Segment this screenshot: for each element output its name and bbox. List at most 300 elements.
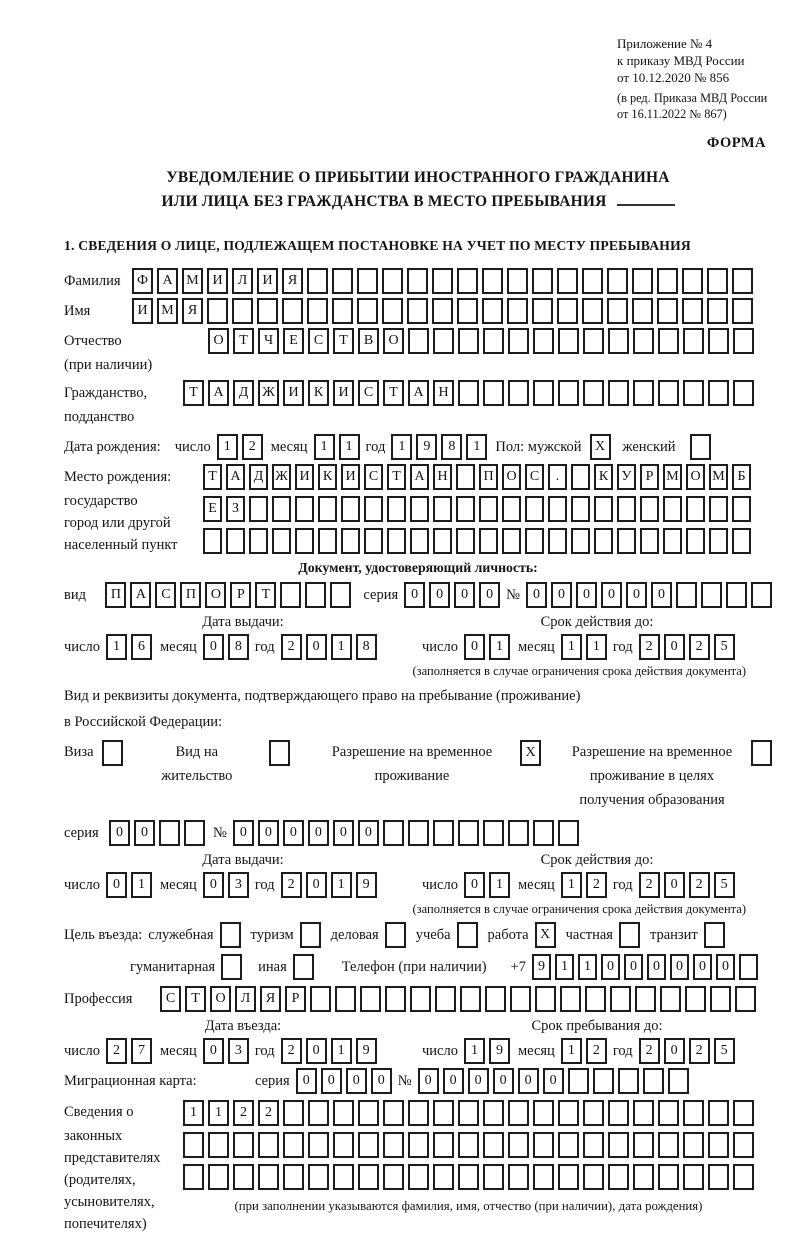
char-box[interactable] <box>408 1164 429 1190</box>
char-box[interactable]: 1 <box>106 634 127 660</box>
char-box[interactable]: 0 <box>651 582 672 608</box>
char-box[interactable]: Т <box>387 464 406 490</box>
char-box[interactable]: Б <box>732 464 751 490</box>
char-box[interactable]: 0 <box>664 1038 685 1064</box>
char-box[interactable] <box>458 380 479 406</box>
char-box[interactable] <box>558 1100 579 1126</box>
char-box[interactable] <box>483 1100 504 1126</box>
char-box[interactable] <box>335 986 356 1012</box>
char-box[interactable] <box>483 328 504 354</box>
char-box[interactable]: С <box>155 582 176 608</box>
char-box[interactable]: 1 <box>131 872 152 898</box>
char-box[interactable]: 1 <box>331 634 352 660</box>
char-box[interactable] <box>456 464 475 490</box>
char-box[interactable]: 2 <box>258 1100 279 1126</box>
char-box[interactable] <box>358 1100 379 1126</box>
char-box[interactable] <box>208 1164 229 1190</box>
char-box[interactable]: 0 <box>693 954 712 980</box>
char-box[interactable]: 1 <box>489 872 510 898</box>
char-box[interactable]: А <box>130 582 151 608</box>
char-box[interactable]: К <box>318 464 337 490</box>
char-box[interactable] <box>594 496 613 522</box>
char-box[interactable] <box>732 268 753 294</box>
char-box[interactable]: 1 <box>464 1038 485 1064</box>
char-box[interactable] <box>739 954 758 980</box>
char-box[interactable]: 0 <box>106 872 127 898</box>
char-box[interactable] <box>708 1132 729 1158</box>
char-box[interactable]: Т <box>203 464 222 490</box>
char-box[interactable]: 0 <box>233 820 254 846</box>
char-box[interactable]: 0 <box>664 634 685 660</box>
char-box[interactable]: . <box>548 464 567 490</box>
char-box[interactable]: Р <box>285 986 306 1012</box>
char-box[interactable]: 3 <box>228 872 249 898</box>
char-box[interactable]: 0 <box>454 582 475 608</box>
char-box[interactable] <box>583 380 604 406</box>
char-box[interactable] <box>643 1068 664 1094</box>
char-box[interactable] <box>682 298 703 324</box>
char-box[interactable] <box>360 986 381 1012</box>
char-box[interactable]: 2 <box>281 1038 302 1064</box>
char-box[interactable]: 0 <box>203 872 224 898</box>
char-box[interactable] <box>608 380 629 406</box>
char-box[interactable] <box>726 582 747 608</box>
char-box[interactable]: 9 <box>356 872 377 898</box>
char-box[interactable] <box>610 986 631 1012</box>
char-box[interactable] <box>257 298 278 324</box>
checkbox-official[interactable] <box>220 922 241 948</box>
char-box[interactable] <box>407 268 428 294</box>
char-box[interactable] <box>458 1164 479 1190</box>
char-box[interactable] <box>548 528 567 554</box>
char-box[interactable]: 0 <box>526 582 547 608</box>
char-box[interactable]: 0 <box>493 1068 514 1094</box>
char-box[interactable]: 0 <box>464 634 485 660</box>
char-box[interactable]: Д <box>233 380 254 406</box>
char-box[interactable]: 0 <box>203 1038 224 1064</box>
checkbox-humanitarian[interactable] <box>221 954 242 980</box>
char-box[interactable] <box>525 496 544 522</box>
char-box[interactable] <box>683 1100 704 1126</box>
char-box[interactable] <box>683 1132 704 1158</box>
char-box[interactable] <box>387 528 406 554</box>
char-box[interactable] <box>686 496 705 522</box>
char-box[interactable]: 1 <box>586 634 607 660</box>
char-box[interactable] <box>508 820 529 846</box>
char-box[interactable]: 0 <box>306 872 327 898</box>
char-box[interactable] <box>407 298 428 324</box>
char-box[interactable]: 1 <box>314 434 335 460</box>
char-box[interactable]: 0 <box>647 954 666 980</box>
char-box[interactable] <box>507 268 528 294</box>
char-box[interactable]: 1 <box>466 434 487 460</box>
char-box[interactable] <box>735 986 756 1012</box>
char-box[interactable] <box>456 528 475 554</box>
char-box[interactable]: М <box>709 464 728 490</box>
char-box[interactable] <box>457 298 478 324</box>
char-box[interactable] <box>633 1132 654 1158</box>
char-box[interactable] <box>632 268 653 294</box>
char-box[interactable] <box>660 986 681 1012</box>
char-box[interactable] <box>479 496 498 522</box>
char-box[interactable] <box>585 986 606 1012</box>
char-box[interactable] <box>733 1132 754 1158</box>
char-box[interactable] <box>558 1132 579 1158</box>
char-box[interactable] <box>483 1132 504 1158</box>
char-box[interactable] <box>608 1132 629 1158</box>
char-box[interactable]: 5 <box>714 1038 735 1064</box>
char-box[interactable]: П <box>479 464 498 490</box>
char-box[interactable] <box>732 528 751 554</box>
char-box[interactable]: Я <box>182 298 203 324</box>
char-box[interactable] <box>633 328 654 354</box>
char-box[interactable] <box>485 986 506 1012</box>
char-box[interactable]: 1 <box>555 954 574 980</box>
char-box[interactable] <box>208 1132 229 1158</box>
char-box[interactable]: 0 <box>479 582 500 608</box>
char-box[interactable] <box>571 496 590 522</box>
char-box[interactable] <box>226 528 245 554</box>
char-box[interactable]: 0 <box>601 954 620 980</box>
char-box[interactable] <box>568 1068 589 1094</box>
char-box[interactable]: З <box>226 496 245 522</box>
char-box[interactable] <box>733 328 754 354</box>
char-box[interactable]: 2 <box>281 872 302 898</box>
char-box[interactable]: 0 <box>443 1068 464 1094</box>
checkbox-gender-female[interactable] <box>690 434 711 460</box>
char-box[interactable] <box>358 1164 379 1190</box>
char-box[interactable]: 0 <box>296 1068 317 1094</box>
char-box[interactable] <box>708 1164 729 1190</box>
char-box[interactable] <box>479 528 498 554</box>
char-box[interactable] <box>668 1068 689 1094</box>
char-box[interactable] <box>432 268 453 294</box>
char-box[interactable] <box>533 328 554 354</box>
char-box[interactable]: 1 <box>217 434 238 460</box>
char-box[interactable] <box>571 528 590 554</box>
char-box[interactable] <box>332 298 353 324</box>
char-box[interactable] <box>683 380 704 406</box>
char-box[interactable] <box>332 268 353 294</box>
char-box[interactable] <box>283 1132 304 1158</box>
char-box[interactable]: 0 <box>429 582 450 608</box>
char-box[interactable]: 0 <box>109 820 130 846</box>
char-box[interactable] <box>535 986 556 1012</box>
char-box[interactable]: 3 <box>228 1038 249 1064</box>
char-box[interactable] <box>458 820 479 846</box>
char-box[interactable]: С <box>525 464 544 490</box>
char-box[interactable] <box>410 528 429 554</box>
char-box[interactable]: И <box>132 298 153 324</box>
char-box[interactable] <box>701 582 722 608</box>
char-box[interactable] <box>532 268 553 294</box>
char-box[interactable]: Е <box>283 328 304 354</box>
char-box[interactable] <box>618 1068 639 1094</box>
char-box[interactable] <box>594 528 613 554</box>
checkbox-private[interactable] <box>619 922 640 948</box>
char-box[interactable] <box>583 1132 604 1158</box>
char-box[interactable]: 2 <box>639 872 660 898</box>
char-box[interactable] <box>633 1100 654 1126</box>
char-box[interactable]: 0 <box>601 582 622 608</box>
char-box[interactable]: Д <box>249 464 268 490</box>
char-box[interactable]: 0 <box>371 1068 392 1094</box>
char-box[interactable] <box>710 986 731 1012</box>
char-box[interactable]: 0 <box>418 1068 439 1094</box>
char-box[interactable] <box>408 1132 429 1158</box>
char-box[interactable] <box>387 496 406 522</box>
char-box[interactable] <box>382 268 403 294</box>
char-box[interactable] <box>432 298 453 324</box>
char-box[interactable] <box>410 496 429 522</box>
char-box[interactable]: 2 <box>242 434 263 460</box>
char-box[interactable]: О <box>205 582 226 608</box>
char-box[interactable] <box>184 820 205 846</box>
checkbox-visa[interactable] <box>102 740 123 766</box>
char-box[interactable] <box>532 298 553 324</box>
char-box[interactable]: И <box>257 268 278 294</box>
char-box[interactable]: 0 <box>626 582 647 608</box>
char-box[interactable]: Е <box>203 496 222 522</box>
char-box[interactable]: В <box>358 328 379 354</box>
char-box[interactable] <box>283 1164 304 1190</box>
char-box[interactable] <box>333 1132 354 1158</box>
char-box[interactable] <box>502 496 521 522</box>
char-box[interactable]: 8 <box>228 634 249 660</box>
char-box[interactable]: 0 <box>134 820 155 846</box>
char-box[interactable]: П <box>105 582 126 608</box>
char-box[interactable] <box>663 528 682 554</box>
char-box[interactable]: 9 <box>356 1038 377 1064</box>
char-box[interactable]: 0 <box>464 872 485 898</box>
checkbox-work[interactable]: X <box>535 922 556 948</box>
char-box[interactable]: 8 <box>356 634 377 660</box>
char-box[interactable] <box>557 298 578 324</box>
char-box[interactable]: 9 <box>489 1038 510 1064</box>
char-box[interactable] <box>483 1164 504 1190</box>
char-box[interactable] <box>364 496 383 522</box>
char-box[interactable] <box>708 1100 729 1126</box>
char-box[interactable] <box>560 986 581 1012</box>
char-box[interactable] <box>258 1132 279 1158</box>
char-box[interactable]: 0 <box>468 1068 489 1094</box>
char-box[interactable]: 0 <box>664 872 685 898</box>
char-box[interactable] <box>709 528 728 554</box>
char-box[interactable]: 0 <box>551 582 572 608</box>
char-box[interactable] <box>502 528 521 554</box>
char-box[interactable] <box>341 528 360 554</box>
char-box[interactable]: С <box>364 464 383 490</box>
char-box[interactable] <box>682 268 703 294</box>
char-box[interactable] <box>458 1100 479 1126</box>
char-box[interactable]: 0 <box>283 820 304 846</box>
char-box[interactable] <box>308 1132 329 1158</box>
char-box[interactable] <box>583 1164 604 1190</box>
char-box[interactable] <box>548 496 567 522</box>
char-box[interactable]: С <box>358 380 379 406</box>
checkbox-transit[interactable] <box>704 922 725 948</box>
char-box[interactable]: А <box>157 268 178 294</box>
char-box[interactable]: 2 <box>586 872 607 898</box>
char-box[interactable]: Н <box>433 464 452 490</box>
char-box[interactable] <box>582 298 603 324</box>
char-box[interactable] <box>707 298 728 324</box>
char-box[interactable]: О <box>686 464 705 490</box>
char-box[interactable] <box>207 298 228 324</box>
char-box[interactable]: 2 <box>689 1038 710 1064</box>
char-box[interactable]: 0 <box>258 820 279 846</box>
char-box[interactable]: У <box>617 464 636 490</box>
char-box[interactable] <box>507 298 528 324</box>
char-box[interactable] <box>385 986 406 1012</box>
char-box[interactable] <box>433 328 454 354</box>
char-box[interactable] <box>508 380 529 406</box>
char-box[interactable]: О <box>210 986 231 1012</box>
char-box[interactable] <box>533 1100 554 1126</box>
char-box[interactable] <box>657 268 678 294</box>
char-box[interactable] <box>310 986 331 1012</box>
char-box[interactable] <box>295 496 314 522</box>
char-box[interactable]: 1 <box>578 954 597 980</box>
checkbox-tourism[interactable] <box>300 922 321 948</box>
char-box[interactable] <box>318 528 337 554</box>
char-box[interactable] <box>307 268 328 294</box>
char-box[interactable]: 0 <box>624 954 643 980</box>
char-box[interactable] <box>433 496 452 522</box>
char-box[interactable] <box>203 528 222 554</box>
char-box[interactable]: 0 <box>518 1068 539 1094</box>
checkbox-residence-permit[interactable] <box>269 740 290 766</box>
char-box[interactable] <box>663 496 682 522</box>
char-box[interactable] <box>383 1100 404 1126</box>
char-box[interactable] <box>510 986 531 1012</box>
char-box[interactable] <box>583 1100 604 1126</box>
char-box[interactable]: С <box>160 986 181 1012</box>
char-box[interactable]: 2 <box>689 872 710 898</box>
char-box[interactable] <box>482 298 503 324</box>
char-box[interactable] <box>408 820 429 846</box>
char-box[interactable] <box>582 268 603 294</box>
char-box[interactable]: 9 <box>532 954 551 980</box>
char-box[interactable] <box>640 528 659 554</box>
char-box[interactable]: Т <box>255 582 276 608</box>
checkbox-business[interactable] <box>385 922 406 948</box>
char-box[interactable] <box>558 820 579 846</box>
char-box[interactable] <box>308 1164 329 1190</box>
char-box[interactable] <box>676 582 697 608</box>
char-box[interactable]: А <box>410 464 429 490</box>
char-box[interactable] <box>272 528 291 554</box>
char-box[interactable] <box>571 464 590 490</box>
char-box[interactable] <box>732 496 751 522</box>
char-box[interactable] <box>358 1132 379 1158</box>
char-box[interactable] <box>558 328 579 354</box>
char-box[interactable]: Л <box>235 986 256 1012</box>
char-box[interactable]: 6 <box>131 634 152 660</box>
char-box[interactable]: 2 <box>106 1038 127 1064</box>
char-box[interactable] <box>658 1132 679 1158</box>
checkbox-study[interactable] <box>457 922 478 948</box>
char-box[interactable] <box>525 528 544 554</box>
char-box[interactable]: И <box>207 268 228 294</box>
char-box[interactable]: 0 <box>404 582 425 608</box>
char-box[interactable]: 2 <box>586 1038 607 1064</box>
char-box[interactable]: Я <box>282 268 303 294</box>
char-box[interactable] <box>533 1164 554 1190</box>
checkbox-gender-male[interactable]: X <box>590 434 611 460</box>
char-box[interactable] <box>433 1132 454 1158</box>
char-box[interactable]: 0 <box>576 582 597 608</box>
char-box[interactable]: А <box>408 380 429 406</box>
checkbox-other[interactable] <box>293 954 314 980</box>
char-box[interactable] <box>295 528 314 554</box>
char-box[interactable]: М <box>663 464 682 490</box>
char-box[interactable] <box>483 820 504 846</box>
char-box[interactable]: П <box>180 582 201 608</box>
char-box[interactable] <box>383 820 404 846</box>
char-box[interactable] <box>330 582 351 608</box>
char-box[interactable]: Т <box>383 380 404 406</box>
char-box[interactable] <box>607 268 628 294</box>
char-box[interactable] <box>383 1132 404 1158</box>
char-box[interactable]: 7 <box>131 1038 152 1064</box>
char-box[interactable] <box>751 582 772 608</box>
char-box[interactable] <box>657 298 678 324</box>
char-box[interactable] <box>318 496 337 522</box>
char-box[interactable]: С <box>308 328 329 354</box>
char-box[interactable]: 1 <box>391 434 412 460</box>
char-box[interactable]: Л <box>232 268 253 294</box>
char-box[interactable] <box>364 528 383 554</box>
char-box[interactable] <box>708 380 729 406</box>
char-box[interactable]: 5 <box>714 872 735 898</box>
char-box[interactable]: 1 <box>339 434 360 460</box>
char-box[interactable] <box>733 380 754 406</box>
char-box[interactable] <box>433 528 452 554</box>
char-box[interactable] <box>686 528 705 554</box>
char-box[interactable]: 2 <box>689 634 710 660</box>
char-box[interactable] <box>357 268 378 294</box>
char-box[interactable]: 0 <box>306 634 327 660</box>
char-box[interactable]: 2 <box>639 1038 660 1064</box>
char-box[interactable]: 2 <box>233 1100 254 1126</box>
char-box[interactable] <box>617 528 636 554</box>
char-box[interactable] <box>460 986 481 1012</box>
char-box[interactable]: Р <box>640 464 659 490</box>
char-box[interactable] <box>258 1164 279 1190</box>
char-box[interactable]: 2 <box>639 634 660 660</box>
char-box[interactable] <box>333 1164 354 1190</box>
char-box[interactable] <box>357 298 378 324</box>
char-box[interactable] <box>183 1132 204 1158</box>
char-box[interactable] <box>709 496 728 522</box>
char-box[interactable] <box>533 380 554 406</box>
char-box[interactable] <box>457 268 478 294</box>
char-box[interactable] <box>408 328 429 354</box>
char-box[interactable] <box>557 268 578 294</box>
char-box[interactable] <box>433 1100 454 1126</box>
char-box[interactable] <box>708 328 729 354</box>
char-box[interactable] <box>233 1132 254 1158</box>
char-box[interactable]: 1 <box>489 634 510 660</box>
char-box[interactable] <box>732 298 753 324</box>
char-box[interactable] <box>410 986 431 1012</box>
char-box[interactable] <box>433 1164 454 1190</box>
char-box[interactable]: И <box>341 464 360 490</box>
char-box[interactable] <box>617 496 636 522</box>
char-box[interactable]: 0 <box>306 1038 327 1064</box>
char-box[interactable] <box>333 1100 354 1126</box>
